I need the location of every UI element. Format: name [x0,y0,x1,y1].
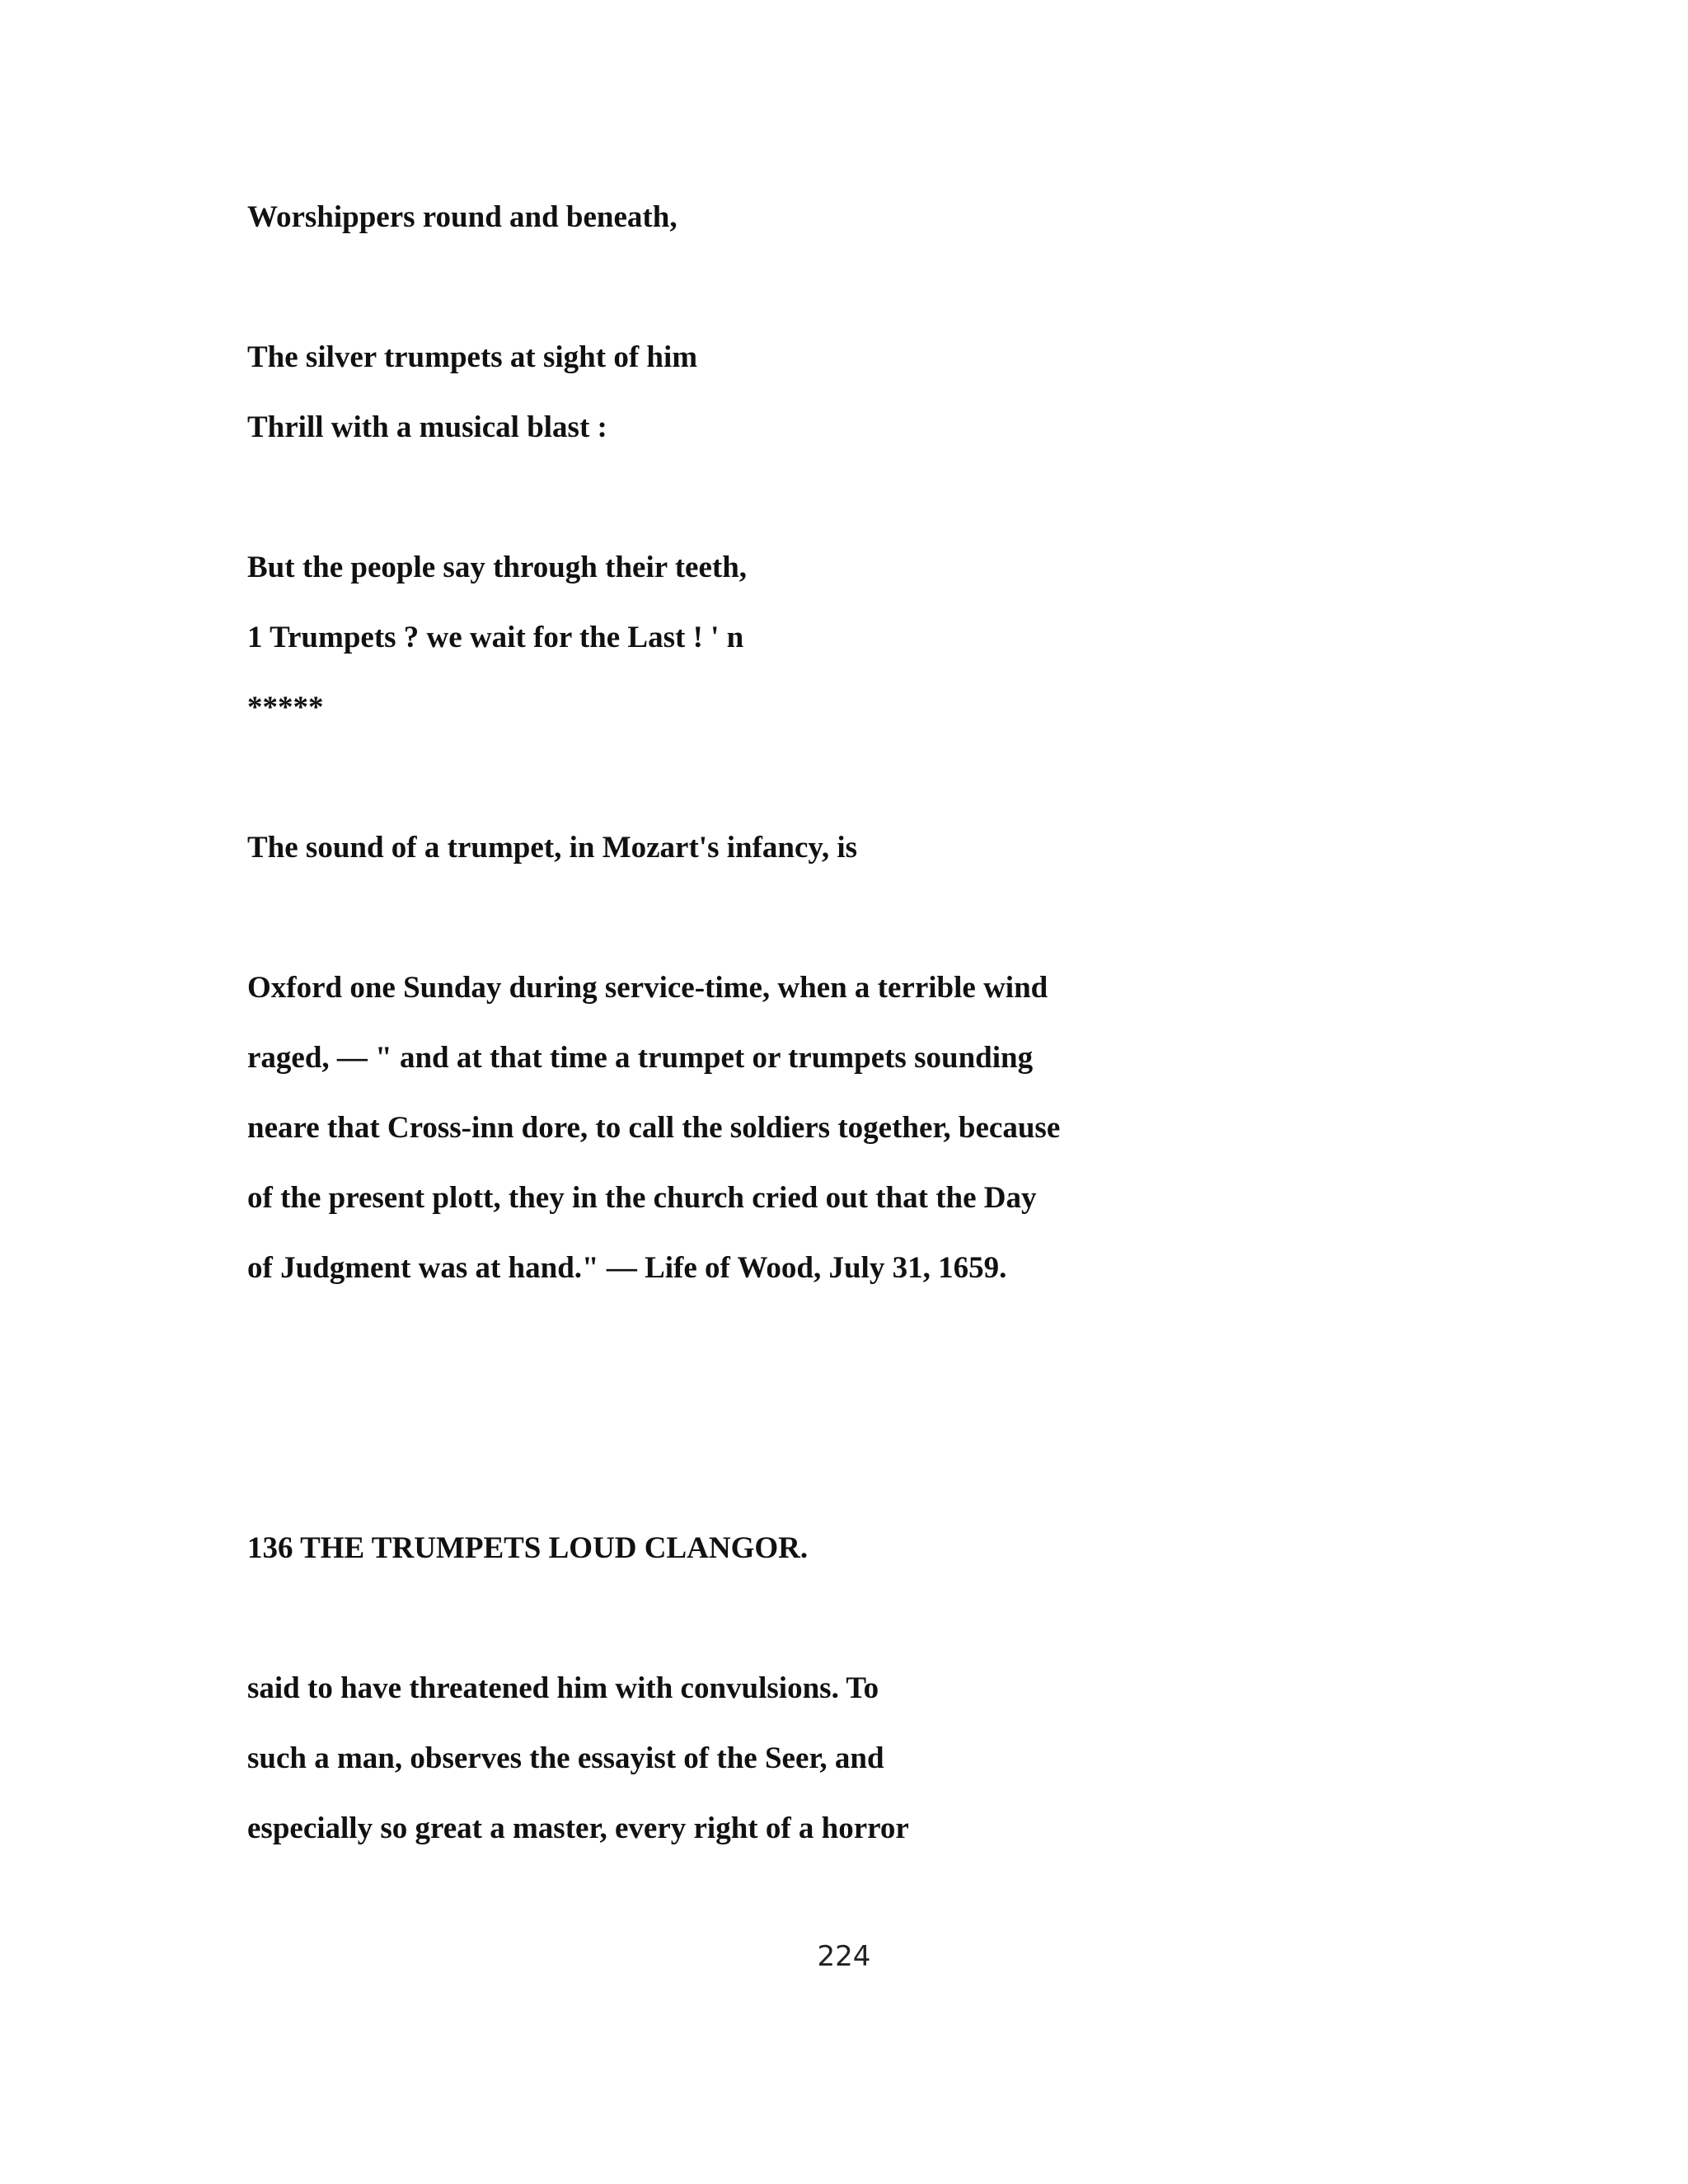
poem-line: Worshippers round and beneath, [247,200,678,234]
poem-line: Thrill with a musical blast : [247,410,607,444]
poem-line: But the people say through their teeth, [247,551,748,584]
footnote-line: neare that Cross-inn dore, to call the soldiers together, because [247,1111,1061,1145]
footnote-line: of the present plott, they in the church cried out that the Day [247,1181,1037,1215]
page-number: 224 [817,1940,871,1973]
poem-line: The silver trumpets at sight of him [247,340,698,374]
body-line: such a man, observes the essayist of the Seer, and [247,1741,884,1775]
footnote-line: raged, — " and at that time a trumpet or trumpets sounding [247,1041,1034,1075]
footnote-line: of Judgment was at hand." — Life of Wood, July 31, 1659. [247,1251,1007,1285]
footnote-line: Oxford one Sunday during service-time, when a terrible wind [247,971,1048,1005]
poem-line: 1 Trumpets ? we wait for the Last ! ' n [247,621,744,654]
section-separator: ***** [247,691,324,724]
body-line: The sound of a trumpet, in Mozart's infancy, is [247,831,858,865]
running-header: 136 THE TRUMPETS LOUD CLANGOR. [247,1531,809,1565]
body-line: said to have threatened him with convulsions. To [247,1671,879,1705]
body-line: especially so great a master, every right of a horror [247,1811,909,1845]
